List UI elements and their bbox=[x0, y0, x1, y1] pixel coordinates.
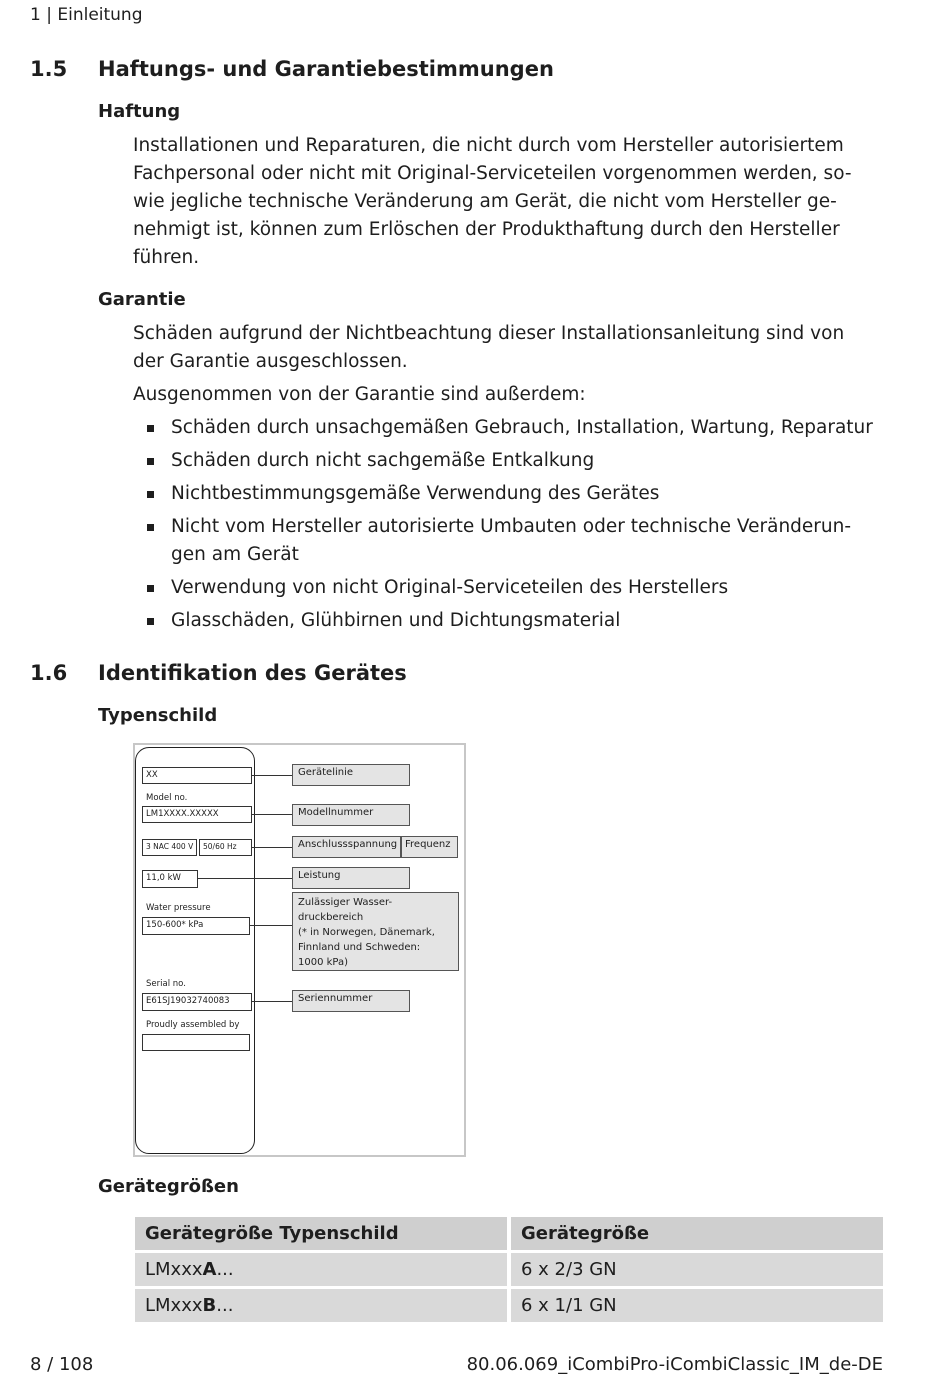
subheading-typenschild: Typenschild bbox=[98, 705, 218, 726]
plate-pressure-label: Water pressure bbox=[146, 903, 211, 913]
plate-power-field: 11,0 kW bbox=[142, 870, 198, 888]
list-item-text: Verwendung von nicht Original-Serviceteilen des Herstellers bbox=[171, 577, 729, 598]
plate-serial-label: Serial no. bbox=[146, 979, 186, 989]
subheading-geraetegroessen: Gerätegrößen bbox=[98, 1176, 239, 1197]
callout-line bbox=[250, 925, 292, 926]
callout-leistung: Leistung bbox=[292, 867, 410, 889]
cell-text-bold: B bbox=[202, 1295, 217, 1316]
section-title-1-5: Haftungs- und Garantiebestimmungen bbox=[98, 57, 554, 81]
table-cell: 6 x 1/1 GN bbox=[511, 1289, 883, 1322]
subheading-garantie: Garantie bbox=[98, 289, 186, 310]
section-number-1-6: 1.6 bbox=[30, 661, 68, 685]
plate-line-field: XX bbox=[142, 767, 252, 784]
plate-assembled-field bbox=[142, 1034, 250, 1051]
callout-modellnummer: Modellnummer bbox=[292, 804, 410, 826]
list-item-text: Schäden durch nicht sachgemäße Entkalkung bbox=[171, 450, 595, 471]
callout-anschlussspannung: Anschlussspannung bbox=[292, 836, 401, 858]
callout-text-line: (* in Norwegen, Dänemark, bbox=[298, 927, 435, 938]
column-header: Gerätegröße Typenschild bbox=[135, 1217, 507, 1250]
text-line: wie jegliche technische Veränderung am Gerät, die nicht vom Hersteller ge- bbox=[133, 191, 837, 212]
cell-text-bold: A bbox=[202, 1259, 217, 1280]
plate-assembled-label: Proudly assembled by bbox=[146, 1020, 240, 1030]
plate-voltage-field: 3 NAC 400 V bbox=[142, 839, 197, 856]
table-cell bbox=[135, 1253, 507, 1286]
plate-serial-field: E61SJ19032740083 bbox=[142, 993, 252, 1011]
sizes-table bbox=[135, 1217, 883, 1325]
callout-line bbox=[252, 1001, 292, 1002]
plate-frequency-field: 50/60 Hz bbox=[199, 839, 252, 856]
table-row bbox=[135, 1253, 883, 1286]
list-item bbox=[140, 574, 900, 602]
callout-text-line: druckbereich bbox=[298, 912, 364, 923]
bullet-marker bbox=[147, 524, 154, 531]
list-item-text: Schäden durch unsachgemäßen Gebrauch, Installation, Wartung, Reparatur bbox=[171, 417, 873, 438]
section-title-1-6: Identifikation des Gerätes bbox=[98, 661, 407, 685]
list-item bbox=[140, 414, 900, 442]
table-cell bbox=[135, 1289, 507, 1322]
callout-line bbox=[252, 814, 292, 815]
list-item bbox=[140, 513, 900, 569]
column-header: Gerätegröße bbox=[511, 1217, 883, 1250]
text-line: führen. bbox=[133, 247, 200, 268]
paragraph-garantie bbox=[133, 320, 893, 376]
cell-text: ... bbox=[216, 1295, 234, 1316]
table-header-row bbox=[135, 1217, 883, 1250]
bullet-list-exclusions bbox=[140, 414, 900, 640]
list-item-text: Glasschäden, Glühbirnen und Dichtungsmaterial bbox=[171, 610, 621, 631]
callout-geraetelinie: Gerätelinie bbox=[292, 764, 410, 786]
list-item-text: Nichtbestimmungsgemäße Verwendung des Gerätes bbox=[171, 483, 660, 504]
list-item bbox=[140, 480, 900, 508]
plate-pressure-field: 150-600* kPa bbox=[142, 917, 250, 935]
text-line: Schäden aufgrund der Nichtbeachtung dieser Installationsanleitung sind von bbox=[133, 323, 845, 344]
plate-model-label: Model no. bbox=[146, 793, 188, 803]
list-item bbox=[140, 607, 900, 635]
cell-text: LMxxx bbox=[145, 1259, 203, 1280]
document-id: 80.06.069_iCombiPro-iCombiClassic_IM_de-DE bbox=[466, 1354, 883, 1375]
callout-text-line: Zulässiger Wasser- bbox=[298, 897, 393, 908]
list-item bbox=[140, 447, 900, 475]
callout-wasserdruck bbox=[292, 892, 459, 971]
bullet-marker bbox=[147, 458, 154, 465]
bullet-marker bbox=[147, 491, 154, 498]
subheading-haftung: Haftung bbox=[98, 101, 181, 122]
callout-seriennummer: Seriennummer bbox=[292, 990, 410, 1012]
table-row bbox=[135, 1289, 883, 1322]
text-line: nehmigt ist, können zum Erlöschen der Produkthaftung durch den Hersteller bbox=[133, 219, 840, 240]
list-item-text: Nicht vom Hersteller autorisierte Umbauten oder technische Veränderun- bbox=[171, 516, 852, 537]
paragraph-garantie-intro: Ausgenommen von der Garantie sind außerdem: bbox=[133, 384, 586, 405]
paragraph-haftung bbox=[133, 132, 893, 272]
page-number: 8 / 108 bbox=[30, 1354, 94, 1375]
callout-line bbox=[252, 775, 292, 776]
cell-text: LMxxx bbox=[145, 1295, 203, 1316]
section-number-1-5: 1.5 bbox=[30, 57, 68, 81]
text-line: Fachpersonal oder nicht mit Original-Serviceteilen vorgenommen werden, so- bbox=[133, 163, 852, 184]
callout-frequenz: Frequenz bbox=[401, 836, 458, 858]
bullet-marker bbox=[147, 585, 154, 592]
bullet-marker bbox=[147, 425, 154, 432]
callout-line bbox=[198, 878, 292, 879]
callout-text-line: Finnland und Schweden: bbox=[298, 942, 421, 953]
callout-text-line: 1000 kPa) bbox=[298, 957, 349, 968]
list-item-text: gen am Gerät bbox=[171, 544, 299, 565]
cell-text: ... bbox=[216, 1259, 234, 1280]
running-header: 1 | Einleitung bbox=[30, 5, 143, 25]
text-line: Installationen und Reparaturen, die nicht durch vom Hersteller autorisiertem bbox=[133, 135, 844, 156]
bullet-marker bbox=[147, 618, 154, 625]
callout-line bbox=[252, 847, 292, 848]
table-cell: 6 x 2/3 GN bbox=[511, 1253, 883, 1286]
text-line: der Garantie ausgeschlossen. bbox=[133, 351, 408, 372]
plate-model-field: LM1XXXX.XXXXX bbox=[142, 806, 252, 823]
